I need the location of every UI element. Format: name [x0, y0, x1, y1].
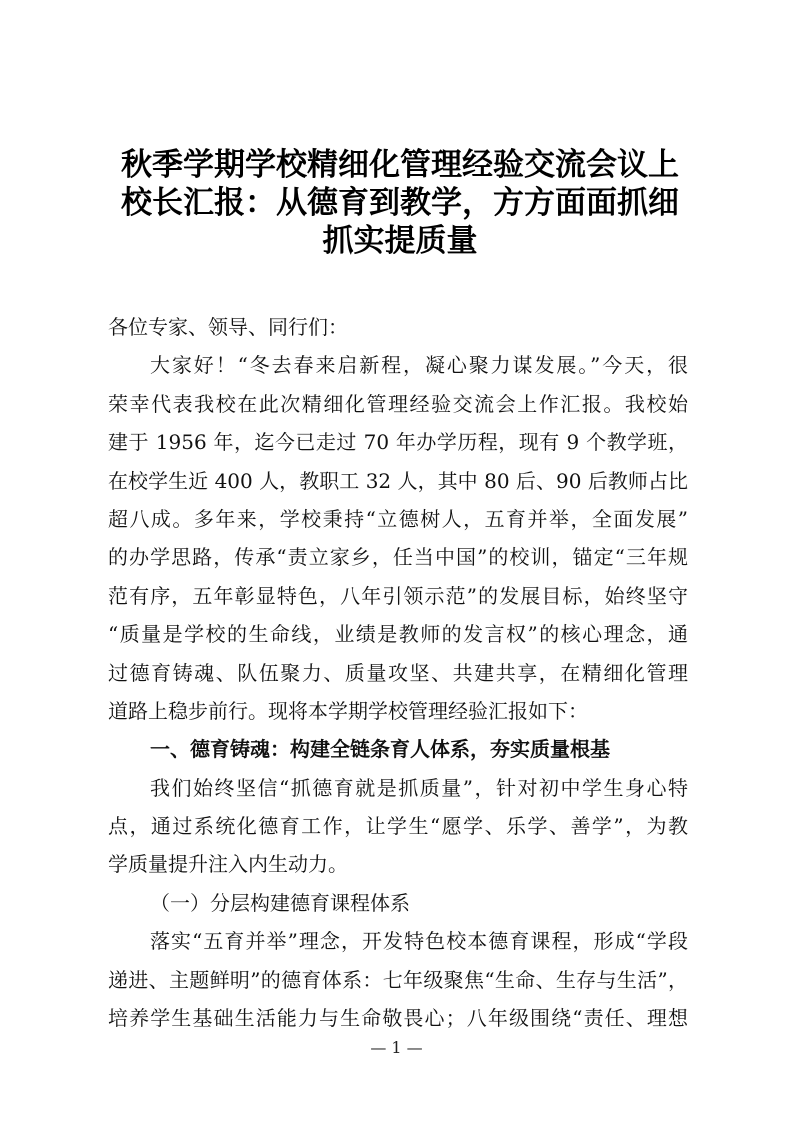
paragraph-line: 荣幸代表我校在此次精细化管理经验交流会上作汇报。我校始	[108, 391, 688, 416]
paragraph-line: 在校学生近 400 人，教职工 32 人，其中 80 后、90 后教师占比	[108, 468, 688, 493]
title-line: 秋季学期学校精细化管理经验交流会议上	[121, 147, 679, 183]
page-number: — 1 —	[370, 1038, 423, 1057]
document-body	[108, 308, 688, 1037]
paragraph-line: 学质量提升注入内生动力。	[108, 852, 348, 877]
paragraph-line: 培养学生基础生活能力与生命敬畏心；八年级围绕“责任、理想	[108, 1006, 688, 1031]
paragraph-line: “质量是学校的生命线，业绩是教师的发言权”的核心理念，通	[108, 622, 688, 647]
paragraph-line: 大家好！“冬去春来启新程，凝心聚力谋发展。”今天，很	[150, 353, 688, 378]
paragraph-line: 范有序，五年彰显特色，八年引领示范”的发展目标，始终坚守	[108, 583, 688, 608]
title-line: 抓实提质量	[322, 223, 478, 259]
paragraph-line: 点，通过系统化德育工作，让学生“愿学、乐学、善学”，为教	[108, 814, 688, 839]
paragraph-line: 过德育铸魂、队伍聚力、质量攻坚、共建共享，在精细化管理	[108, 660, 688, 685]
paragraph-line: 建于 1956 年，迄今已走过 70 年办学历程，现有 9 个教学班，	[108, 430, 688, 455]
paragraph-line: 超八成。多年来，学校秉持“立德树人，五育并举，全面发展”	[108, 506, 688, 531]
paragraph-line: 我们始终坚信“抓德育就是抓质量”，针对初中学生身心特	[150, 775, 688, 800]
paragraph-line: 递进、主题鲜明”的德育体系：七年级聚焦“生命、生存与生活”，	[108, 967, 688, 992]
section-heading: 一、德育铸魂：构建全链条育人体系，夯实质量根基	[150, 737, 610, 762]
paragraph-line: 的办学思路，传承“责立家乡，任当中国”的校训，锚定“三年规	[108, 545, 688, 570]
title-line: 校长汇报：从德育到教学，方方面面抓细	[121, 185, 679, 221]
paragraph-line: 落实“五育并举”理念，开发特色校本德育课程，形成“学段	[150, 929, 688, 954]
salutation: 各位专家、领导、同行们：	[108, 315, 348, 339]
subsection-heading: （一）分层构建德育课程体系	[150, 890, 410, 915]
paragraph-line: 道路上稳步前行。现将本学期学校管理经验汇报如下：	[108, 698, 588, 723]
document-title	[100, 146, 700, 260]
